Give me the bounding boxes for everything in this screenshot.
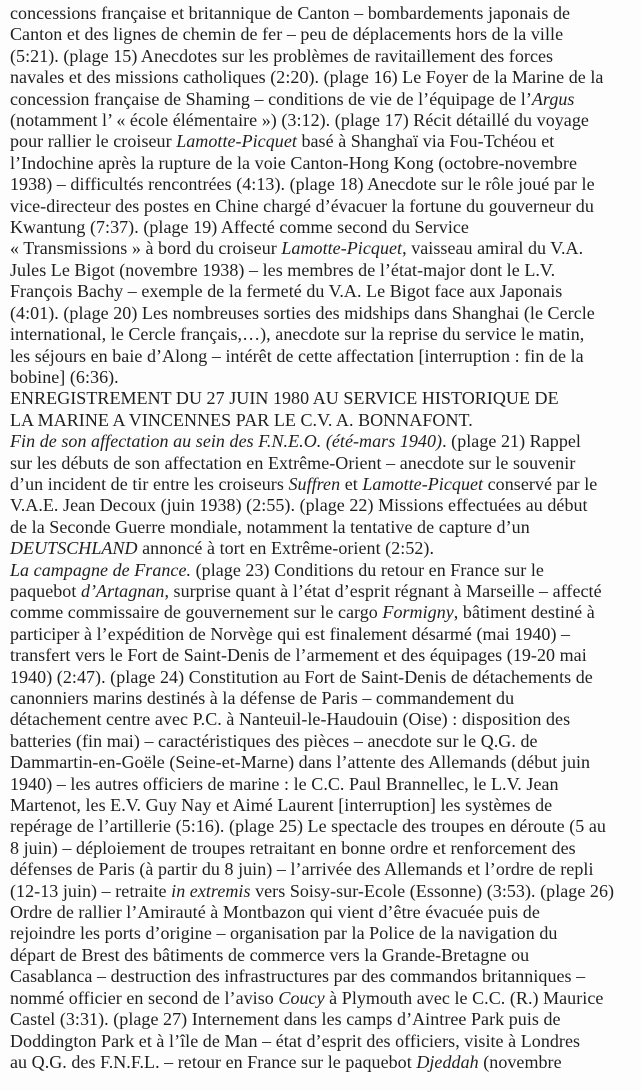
text-line <box>10 624 638 645</box>
text-segment: (notamment l’ « école élémentaire ») (3:12). (plage 17) Récit détaillé du voyage <box>10 110 589 131</box>
text-segment: au Q.G. des F.N.F.L. – retour en France sur le paquebot <box>10 1051 417 1072</box>
text-segment: et <box>340 473 363 494</box>
text-line <box>10 667 638 688</box>
text-segment: rejoindre les ports d’origine – organisation par la Police de la navigation du <box>10 923 558 944</box>
text-segment: d’un incident de tir entre les croiseurs <box>10 473 289 494</box>
text-line <box>10 281 638 302</box>
text-line <box>10 24 638 45</box>
text-line <box>10 1052 638 1073</box>
text-segment: participer à l’expédition de Norvège qui est finalement désarmé (mai 1940) – <box>10 623 571 644</box>
italic-text-segment: Lamotte-Picquet <box>362 473 484 494</box>
text-line <box>10 988 638 1009</box>
text-segment: de la Seconde Guerre mondiale, notamment la tentative de capture d’un <box>10 516 530 537</box>
document-text <box>10 3 638 1073</box>
italic-text-segment: Lamotte-Picquet <box>281 238 403 259</box>
italic-text-segment: Lamotte-Picquet <box>176 131 297 152</box>
text-line <box>10 602 638 623</box>
text-segment: vice-directeur des postes en Chine chargé d’évacuer la fortune du gouverneur du <box>10 195 594 216</box>
text-segment: , surprise quant à l’état d’esprit régnant à Marseille – affecté <box>164 580 602 601</box>
text-segment: repérage de l’artillerie (5:16). (plage 25) Le spectacle des troupes en déroute (5 au <box>10 816 606 837</box>
text-segment: canonniers marins destinés à la défense de Paris – commandement du <box>10 688 515 708</box>
italic-text-segment: DEUTSCHLAND <box>10 538 138 559</box>
text-line <box>10 453 638 474</box>
text-line <box>10 923 638 944</box>
italic-text-segment: Formigny <box>382 602 454 623</box>
text-segment: Canton et des lignes de chemin de fer – peu de déplacements hors de la ville <box>10 24 564 45</box>
text-line <box>10 260 638 281</box>
text-line <box>10 3 638 24</box>
text-segment: conservé par le <box>483 473 598 494</box>
text-line <box>10 346 638 367</box>
text-line <box>10 89 638 110</box>
text-segment: paquebot <box>10 580 81 601</box>
text-segment: transfert vers le Fort de Saint-Denis de l’armement et des équipages (19-20 mai <box>10 645 587 666</box>
text-segment: 1940) – les autres officiers de marine : le C.C. Paul Brannellec, le L.V. Jean <box>10 773 559 794</box>
text-segment: annoncé à tort en Extrême-orient (2:52). <box>137 538 435 559</box>
italic-text-segment: d’Artagnan <box>80 580 165 601</box>
text-line <box>10 174 638 195</box>
text-segment: (5:21). (plage 15) Anecdotes sur les problèmes de ravitaillement des forces <box>10 45 554 66</box>
text-line <box>10 731 638 752</box>
text-segment: détachement centre avec P.C. à Nanteuil-le-Haudouin (Oise) : disposition des <box>10 709 571 730</box>
text-segment: 1940) (2:47). (plage 24) Constitution au Fort de Saint-Denis de détachements de <box>10 666 593 687</box>
text-segment: Kwantung (7:37). (plage 19) Affecté comme second du Service <box>10 217 469 238</box>
italic-text-segment: Fin de son affectation au sein des F.N.E.O. (été-mars 1940) <box>10 431 443 452</box>
text-line <box>10 410 638 431</box>
text-line <box>10 517 638 538</box>
text-segment: concessions française et britannique de Canton – bombardements japonais de <box>10 3 571 23</box>
text-segment: bobine] (6:36). <box>10 366 119 387</box>
text-segment: les séjours en baie d’Along – intérêt de cette affectation [interruption : fin de la <box>10 345 584 366</box>
text-line <box>10 795 638 816</box>
text-line <box>10 688 638 709</box>
text-segment: ENREGISTREMENT DU 27 JUIN 1980 AU SERVICE HISTORIQUE DE <box>10 388 559 409</box>
text-segment: 8 juin) – déploiement de troupes retraitant en bonne ordre et renforcement des <box>10 837 576 858</box>
text-segment: défenses de Paris (à partir du 8 juin) – l’arrivée des Allemands et l’ordre de repli <box>10 859 594 880</box>
text-segment: vers Soisy-sur-Ecole (Essonne) (3:53). (plage 26) <box>250 880 615 901</box>
text-segment: Ordre de rallier l’Amirauté à Montbazon qui vient d’être évacuée puis de <box>10 902 540 923</box>
text-line <box>10 153 638 174</box>
text-segment: (4:01). (plage 20) Les nombreuses sorties des midships dans Shanghai (le Cercle <box>10 302 595 323</box>
text-line <box>10 538 638 559</box>
text-segment: Jules Le Bigot (novembre 1938) – les membres de l’état-major dont le L.V. <box>10 259 556 280</box>
text-segment: « Transmissions » à bord du croiseur <box>10 238 282 259</box>
text-line <box>10 474 638 495</box>
text-line <box>10 1009 638 1030</box>
text-line <box>10 196 638 217</box>
italic-text-segment: in extremis <box>171 880 251 901</box>
paragraph-plages-21-22-fin-affectation-fneo <box>10 431 638 559</box>
text-line <box>10 859 638 880</box>
paragraph-heading-enregistrement-27-juin-1980 <box>10 388 638 431</box>
text-line <box>10 881 638 902</box>
text-segment: Dammartin-en-Goële (Seine-et-Marne) dans l’attente des Allemands (début juin <box>10 752 591 773</box>
text-segment: comme commissaire de gouvernement sur le cargo <box>10 602 383 623</box>
text-line <box>10 709 638 730</box>
italic-text-segment: Coucy <box>278 987 325 1008</box>
text-segment: nommé officier en second de l’aviso <box>10 987 279 1008</box>
text-segment: Castel (3:31). (plage 27) Internement dans les camps d’Aintree Park puis de <box>10 1009 561 1030</box>
text-line <box>10 752 638 773</box>
text-segment: Doddington Park et à l’île de Man – état d’esprit des officiers, visite à Londres <box>10 1030 581 1051</box>
text-segment: (novembre <box>478 1051 562 1072</box>
text-segment: (plage 23) Conditions du retour en France sur le <box>191 559 544 580</box>
text-line <box>10 388 638 409</box>
text-line <box>10 324 638 345</box>
text-line <box>10 67 638 88</box>
text-segment: LA MARINE A VINCENNES PAR LE C.V. A. BONNAFONT. <box>10 409 473 430</box>
text-line <box>10 303 638 324</box>
text-line <box>10 238 638 259</box>
text-segment: V.A.E. Jean Decoux (juin 1938) (2:55). (plage 22) Missions effectuées au début <box>10 495 588 516</box>
italic-text-segment: Suffren <box>288 473 341 494</box>
text-line <box>10 1031 638 1052</box>
text-line <box>10 217 638 238</box>
text-segment: , vaisseau amiral du V.A. <box>402 238 584 259</box>
text-line <box>10 431 638 452</box>
paragraph-plages-15-20-canton-shanghai <box>10 3 638 388</box>
text-segment: départ de Brest des bâtiments de commerce vers la Grande-Bretagne ou <box>10 944 530 965</box>
text-line <box>10 560 638 581</box>
text-segment: pour rallier le croiseur <box>10 131 177 152</box>
italic-text-segment: La campagne de France. <box>10 559 192 580</box>
text-segment: François Bachy – exemple de la fermeté du V.A. Le Bigot face aux Japonais <box>10 281 563 302</box>
text-line <box>10 46 638 67</box>
text-segment: international, le Cercle français,…), anecdote sur la reprise du service le matin, <box>10 324 585 345</box>
text-line <box>10 367 638 388</box>
text-line <box>10 838 638 859</box>
text-line <box>10 495 638 516</box>
text-line <box>10 902 638 923</box>
text-segment: à Plymouth avec le C.C. (R.) Maurice <box>324 987 604 1008</box>
text-segment: Casablanca – destruction des infrastructures par des commandos britanniques – <box>10 966 586 987</box>
text-segment: basé à Shanghaï via Fou-Tchéou et <box>296 131 555 152</box>
text-line <box>10 774 638 795</box>
text-segment: (12-13 juin) – retraite <box>10 880 172 901</box>
text-segment: Martenot, les E.V. Guy Nay et Aimé Laurent [interruption] les systèmes de <box>10 795 553 816</box>
text-line <box>10 966 638 987</box>
italic-text-segment: Djeddah <box>416 1051 479 1072</box>
text-segment: sur les débuts de son affectation en Extrême-Orient – anecdote sur le souvenir <box>10 452 576 473</box>
paragraph-plages-23-27-campagne-de-france <box>10 560 638 1074</box>
text-segment: l’Indochine après la rupture de la voie Canton-Hong Kong (octobre-novembre <box>10 152 578 173</box>
text-segment: batteries (fin mai) – caractéristiques des pièces – anecdote sur le Q.G. de <box>10 730 538 751</box>
text-segment: . (plage 21) Rappel <box>442 431 581 452</box>
text-line <box>10 110 638 131</box>
text-line <box>10 945 638 966</box>
text-segment: 1938) – difficultés rencontrées (4:13). (plage 18) Anecdote sur le rôle joué par le <box>10 174 595 195</box>
text-segment: concession française de Shaming – conditions de vie de l’équipage de l’ <box>10 88 532 109</box>
text-segment: navales et des missions catholiques (2:20). (plage 16) Le Foyer de la Marine de la <box>10 67 604 88</box>
text-line <box>10 131 638 152</box>
italic-text-segment: Argus <box>531 88 575 109</box>
text-segment: , bâtiment destiné à <box>453 602 595 623</box>
text-line <box>10 816 638 837</box>
text-line <box>10 581 638 602</box>
text-line <box>10 645 638 666</box>
